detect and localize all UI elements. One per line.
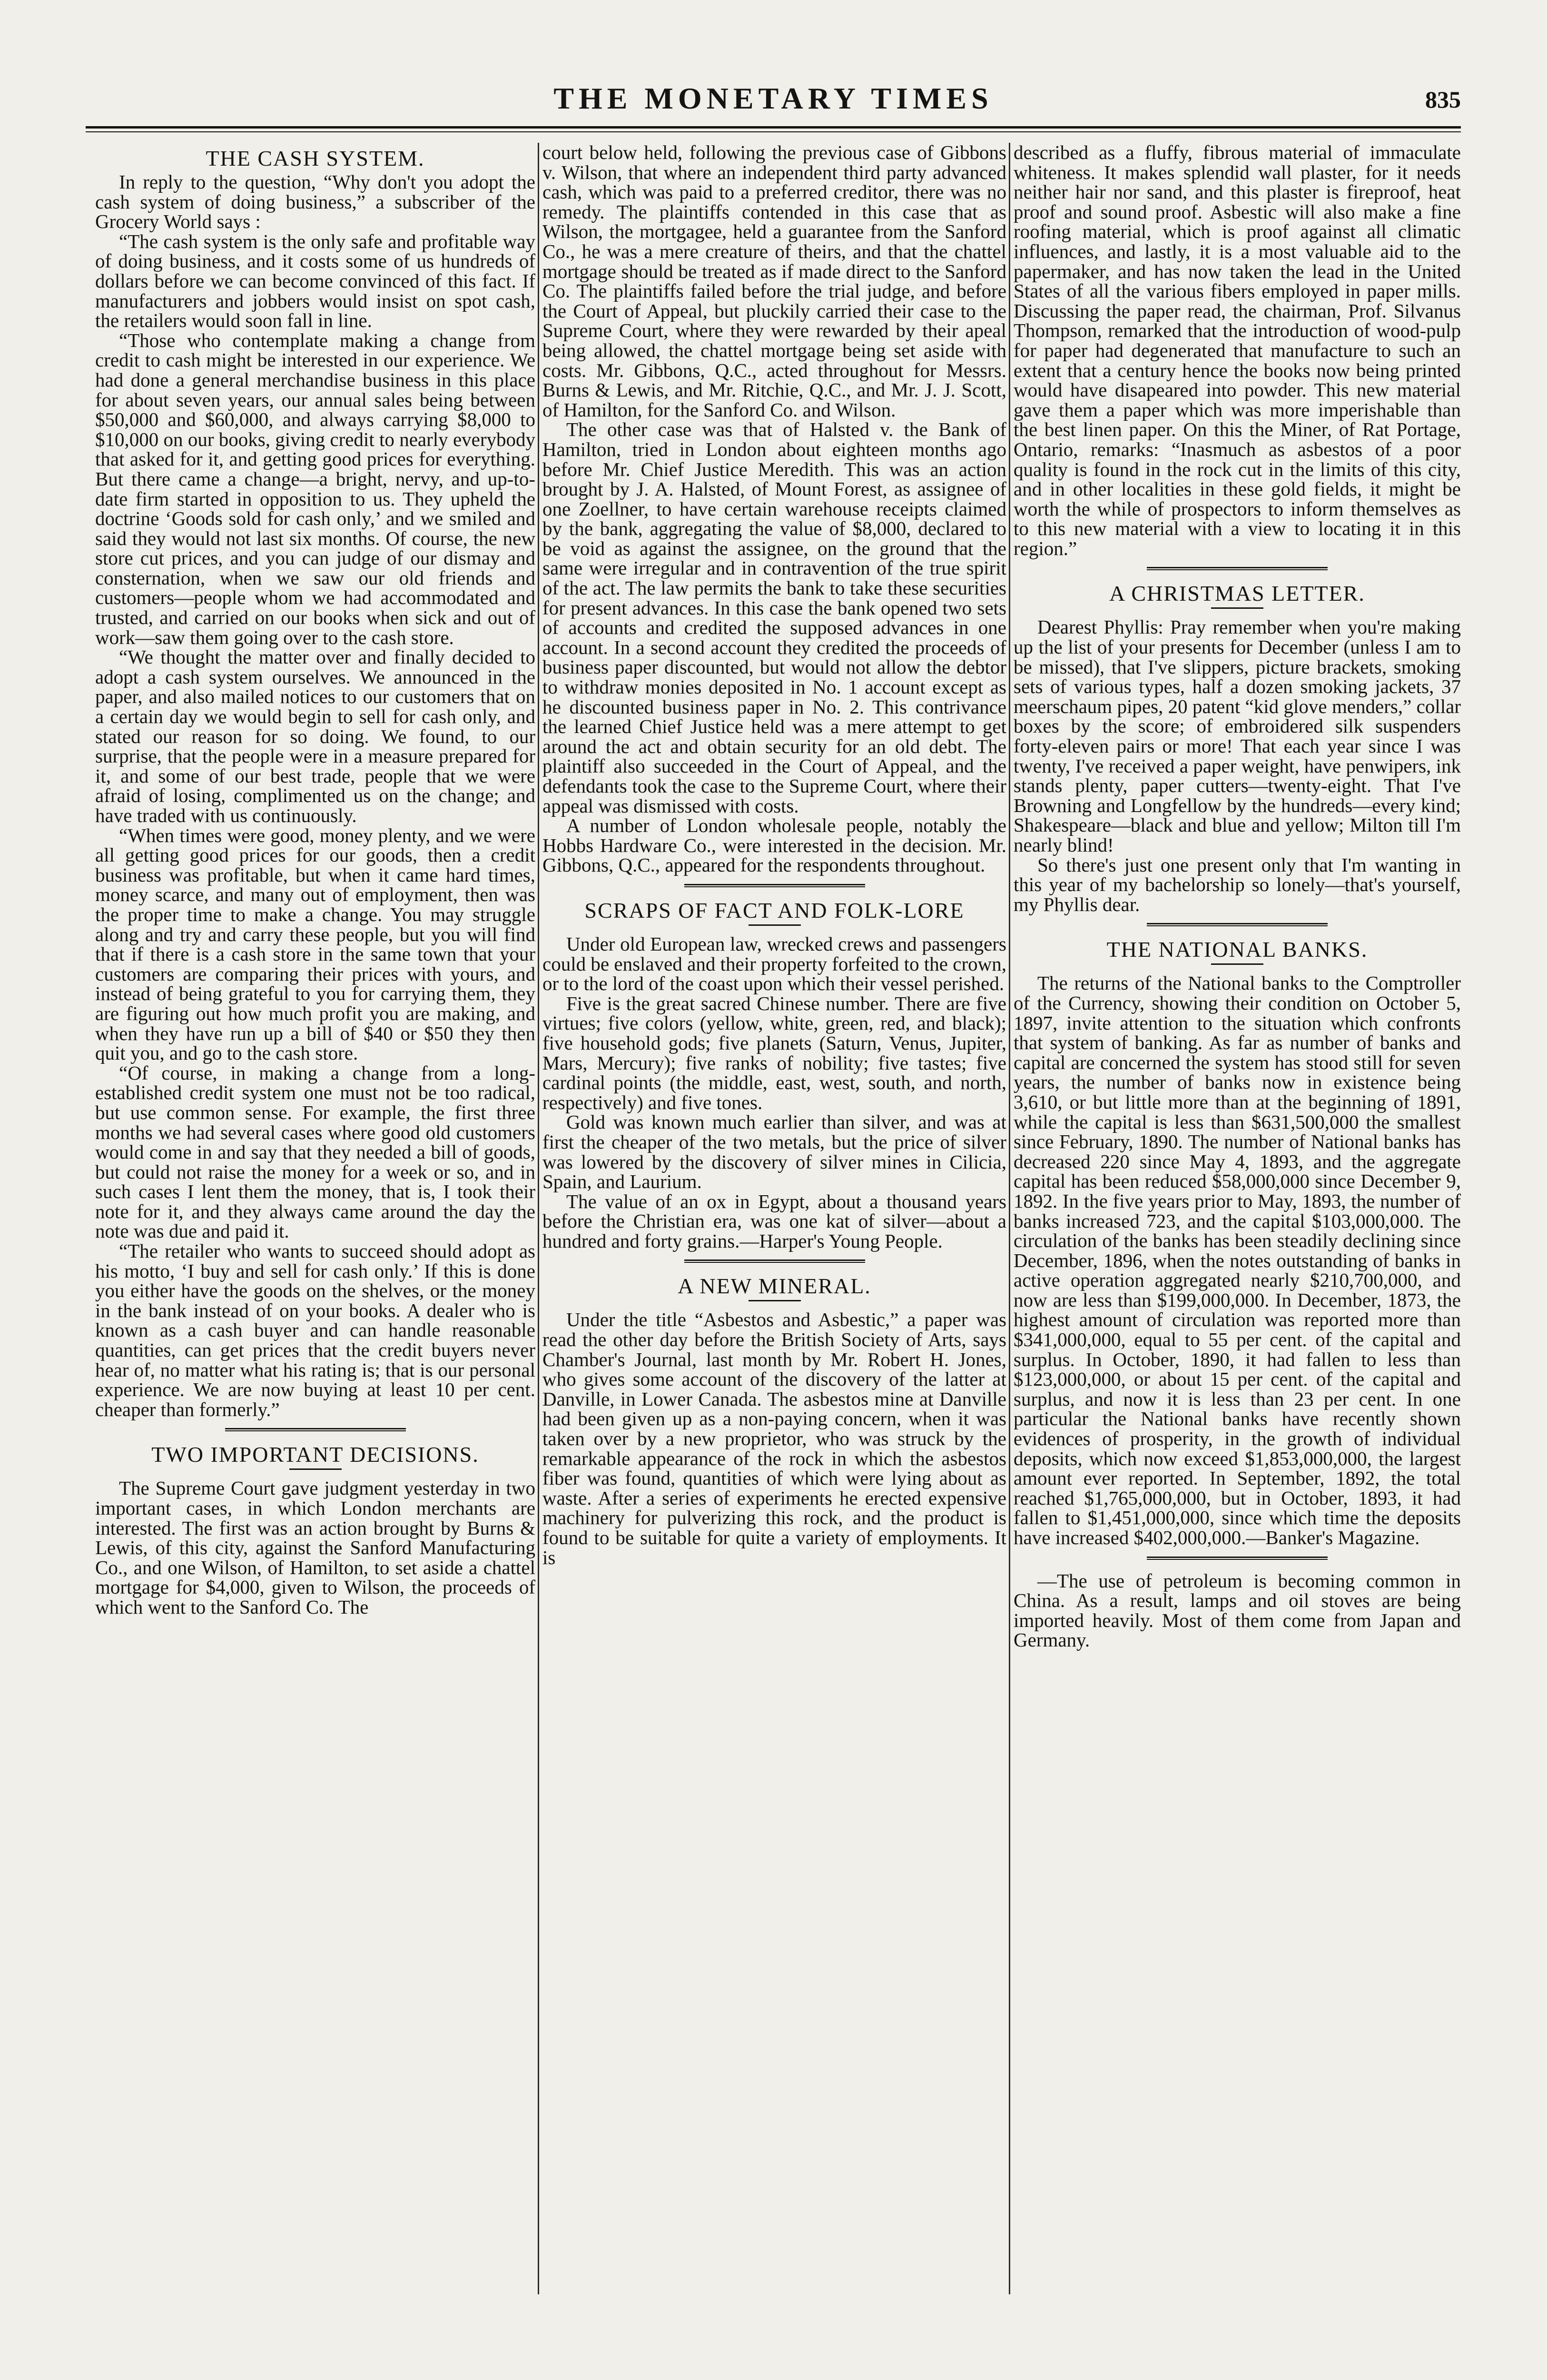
section-rule <box>1147 923 1328 924</box>
article-petroleum <box>1014 1571 1461 1650</box>
section-rule <box>225 1428 406 1429</box>
article-paragraph: The other case was that of Halsted v. the Bank of Hamilton, tried in London about eighteen months ago before Mr. Chief Justice Meredith. This was an action brought by J. A. Halsted, of Mount Forest, as assignee of one Zoellner, to have certain warehouse receipts claimed by the bank, aggregating the value of $8,000, declared to be void as against the assignee, on the ground that the same were irregular and in contravention of the true spirit of the act. The law permits the bank to take these securities for present advances. In this case the bank opened two sets of accounts and credited the supposed advances in one account. In a second account they credited the proceeds of business paper discounted, but would not allow the debtor to withdraw monies deposited in No. 1 account except as he discounted business paper in No. 2. This contrivance the learned Chief Justice held was a mere attempt to get around the act and obtain security for an old debt. The plaintiff also succeeded in the Court of Appeal, and the defendants took the case to the Supreme Court, where their appeal was dismissed with costs. <box>542 418 1006 817</box>
section-rule <box>1147 1557 1328 1558</box>
title-rule <box>749 924 801 926</box>
article-paragraph: In reply to the question, “Why don't you adopt the cash system of doing business,” a subscriber of the Grocery World says : <box>95 171 535 233</box>
column-divider <box>538 143 539 2294</box>
title-rule <box>749 1300 801 1301</box>
article-paragraph: “Those who contemplate making a change from credit to cash might be interested in our experience. We had done a general merchandise business in this place for about seven years, our annual sales being between $50,000 and $60,000, and always carrying $8,000 to $10,000 on our books, giving credit to nearly everybody that asked for it, and getting good prices for everything. But there came a change—a bright, nervy, and up-to-date firm started in opposition to us. They upheld the doctrine ‘Goods sold for cash only,’ and we smiled and said they would not last six months. Of course, the new store cut prices, and you can judge of our dismay and consternation, when we saw our old friends and customers—people whom we had accommodated and trusted, and carried on our books when sick and out of work—saw them going over to the cash store. <box>95 329 535 648</box>
section-rule <box>684 1262 865 1263</box>
article-paragraph: “The retailer who wants to succeed should adopt as his motto, ‘I buy and sell for cash only.’ If this is done you either have the goods on the shelves, or the money in the bank instead of on your books. A dealer who is known as a cash buyer and can handle reasonable quantities, can get prices that the credit buyers never hear of, no matter what his rating is; that is our personal experience. We are now buying at least 10 per cent. cheaper than formerly.” <box>95 1240 535 1420</box>
section-rule <box>684 884 865 885</box>
article-paragraph: The returns of the National banks to the Comptroller of the Currency, showing their condition on October 5, 1897, invite attention to the situation which confronts that system of banking. As far as number of banks and capital are concerned the system has stood still for seven years, the number of banks now in existence being 3,610, or but little more than at the beginning of 1891, while the capital is less than $631,500,000 the smallest since February, 1890. The number of National banks has decreased 220 since May 4, 1893, and the aggregate capital has been reduced $58,000,000 since December 9, 1892. In the five years prior to May, 1893, the number of banks increased 723, and the capital $103,000,000. The circulation of the banks has been steadily declining since December, 1896, when the notes outstanding of banks in active operation aggregated nearly $210,700,000, and now are less than $199,000,000. In December, 1873, the highest amount of circulation was reported more than $341,000,000, equal to 55 per cent. of the capital and surplus. In October, 1890, it had fallen to less than $123,000,000, or about 15 per cent. of the capital and surplus, and now it is less than 23 per cent. In one particular the National banks have recently shown evidences of prosperity, in the growth of individual deposits, which now exceed $1,853,000,000, the largest amount ever reported. In September, 1892, the total reached $1,765,000,000, but in October, 1893, it had fallen to $1,451,000,000, since which time the deposits have increased $402,000,000.—Banker's Magazine. <box>1014 972 1461 1548</box>
article-paragraph: Gold was known much earlier than silver, and was at first the cheaper of the two metals, but the price of silver was lowered by the discovery of silver mines in Cilicia, Spain, and Laurium. <box>542 1111 1006 1193</box>
article-title: A NEW MINERAL. <box>678 1274 871 1299</box>
article-decisions-continued <box>542 143 1006 875</box>
article-title: THE NATIONAL BANKS. <box>1106 937 1368 962</box>
column-1 <box>95 143 535 2313</box>
article-paragraph: So there's just one present only that I'm wanting in this year of my bachelorship so lonely—that's yourself, my Phyllis dear. <box>1014 853 1461 915</box>
article-title: SCRAPS OF FACT AND FOLK-LORE <box>584 898 965 922</box>
article-christmas-letter <box>1014 582 1461 914</box>
article-paragraph: Dearest Phyllis: Pray remember when you're making up the list of your presents for December (unless I am to be missed), that I've slippers, picture brackets, smoking sets of various types, half a dozen smoking jackets, 37 meerschaum pipes, 20 patent “kid glove menders,” collar boxes by the score; of embroidered silk suspenders forty-eleven pairs or more! That each year since I was twenty, I've received a paper weight, have penwipers, ink stands plenty, paper cutters—twenty-eight. That I've Browning and Longfellow by the hundreds—every kind; Shakespeare—black and blue and yellow; Milton till I'm nearly blind! <box>1014 616 1461 856</box>
article-paragraph: —The use of petroleum is becoming common in China. As a result, lamps and oil stoves are being imported heavily. Most of them come from Japan and Germany. <box>1014 1569 1461 1651</box>
article-cash-system <box>95 147 535 1419</box>
section-rule <box>1147 567 1328 568</box>
article-paragraph: The value of an ox in Egypt, about a thousand years before the Christian era, was one kat of silver—about a hundred and forty grains.—Harper's Young People. <box>542 1190 1006 1252</box>
article-title: A CHRISTMAS LETTER. <box>1109 581 1365 606</box>
page-number: 835 <box>1425 86 1461 113</box>
title-rule <box>1211 607 1263 609</box>
article-scraps <box>542 899 1006 1251</box>
section-rule <box>1147 925 1328 926</box>
title-rule <box>1211 963 1263 965</box>
article-paragraph: Under old European law, wrecked crews and passengers could be enslaved and their property forfeited to the crown, or to the lord of the coast upon which their vessel perished. <box>542 932 1006 995</box>
column-3 <box>1014 143 1461 2313</box>
article-title: TWO IMPORTANT DECISIONS. <box>151 1442 479 1467</box>
masthead <box>86 71 1461 129</box>
article-paragraph: Five is the great sacred Chinese number. There are five virtues; five colors (yellow, white, green, red, and black); five household gods; five planets (Saturn, Venus, Jupiter, Mars, Mercury); five ranks of nobility; five tastes; five cardinal points (the middle, east, west, south, and north, respectively) and five tones. <box>542 992 1006 1113</box>
column-2 <box>542 143 1006 2313</box>
section-rule <box>684 1259 865 1261</box>
article-new-mineral <box>542 1274 1006 1567</box>
article-paragraph: The Supreme Court gave judgment yesterday in two important cases, in which London merchants are interested. The first was an action brought by Burns & Lewis, of this city, against the Sanford Manufacturing Co., and one Wilson, of Hamilton, to set aside a chattel mortgage for $4,000, given to Wilson, the proceeds of which went to the Sanford Co. The <box>95 1477 535 1618</box>
section-rule <box>684 886 865 887</box>
section-rule <box>225 1430 406 1431</box>
section-rule <box>1147 569 1328 570</box>
article-title: THE CASH SYSTEM. <box>206 146 425 170</box>
article-paragraph: “When times were good, money plenty, and we were all getting good prices for our goods, then a credit business was profitable, but when it came hard times, money scarce, and many out of employment, then was the proper time to make a change. You may struggle along and try and carry these people, but you will find that if there is a cash store in the same town that your customers are comparing their prices with yours, and instead of being grateful to you for carrying them, they are figuring out how much profit you are making, and when they have run up a bill of $40 or $50 they then quit you, and go to the cash store. <box>95 824 535 1064</box>
header-rule-bottom <box>86 131 1461 132</box>
title-rule <box>289 1468 342 1470</box>
section-rule <box>1147 1559 1328 1560</box>
article-decisions <box>95 1443 535 1617</box>
column-divider <box>1009 143 1010 2294</box>
article-paragraph: “Of course, in making a change from a long-established credit system one must not be too radical, but use common sense. For example, the first three months we had several cases where good old customers would come in and say that they needed a bill of goods, but could not raise the money for a week or so, and in such cases I lent them the money, that is, I took their note for it, and they always came around the day the note was due and paid it. <box>95 1061 535 1242</box>
article-paragraph: described as a fluffy, fibrous material of immaculate whiteness. It makes splendid wall plaster, for it needs neither hair nor sand, and this plaster is fireproof, heat proof and sound proof. Asbestic will also make a fine roofing material, which is proof against all climatic influences, and lastly, it is a most valuable aid to the papermaker, and has now taken the lead in the United States of all the various fibers employed in paper mills. Discussing the paper read, the chairman, Prof. Silvanus Thompson, remarked that the introduction of wood-pulp for paper had degenerated that manufacture to such an extent that a century hence the books now being printed would have disapeared into powder. This new material gave them a paper which was more imperishable than the best linen paper. On this the Miner, of Rat Portage, Ontario, remarks: “Inasmuch as asbestos of a poor quality is found in the rock cut in the limits of this city, and in other localities in these gold fields, it might be worth the while of prospectors to inform themselves as to this new material with a view to locating it in this region.” <box>1014 143 1461 559</box>
article-paragraph: “We thought the matter over and finally decided to adopt a cash system ourselves. We announced in the paper, and also mailed notices to our customers that on a certain day we would begin to sell for cash only, and stated our reason for so doing. We found, to our surprise, that the people were in a measure prepared for it, and some of our best trade, people that we were afraid of losing, complimented us on the change; and have traded with us continuously. <box>95 646 535 826</box>
article-paragraph: Under the title “Asbestos and Asbestic,” a paper was read the other day before the British Society of Arts, says Chamber's Journal, last month by Mr. Robert H. Jones, who gives some account of the discovery of the latter at Danville, in Lower Canada. The asbestos mine at Danville had been given up as a non-paying concern, when it was taken over by a new proprietor, who was struck by the remarkable appearance of the rock in which the asbestos fiber was found, quantities of which were lying about as waste. After a series of experiments he erected expensive machinery for pulverizing this rock, and the product is found to be suitable for quite a variety of employments. It is <box>542 1309 1006 1568</box>
newspaper-title: THE MONETARY TIMES <box>553 81 993 115</box>
article-national-banks <box>1014 938 1461 1547</box>
article-new-mineral-continued <box>1014 143 1461 558</box>
article-paragraph: “The cash system is the only safe and profitable way of doing business, and it costs some of us hundreds of dollars before we can become convinced of this fact. If manufacturers and jobbers would insist on spot cash, the retailers would soon fall in line. <box>95 230 535 332</box>
article-paragraph: court below held, following the previous case of Gibbons v. Wilson, that where an independent third party advanced cash, which was paid to a preferred creditor, there was no remedy. The plaintiffs contended in this case that as Wilson, the mortgagee, held a guarantee from the Sanford Co., he was a mere creature of theirs, and that the chattel mortgage should be treated as if made direct to the Sanford Co. The plaintiffs failed before the trial judge, and before the Court of Appeal, but pluckily carried their case to the Supreme Court, where they were rewarded by their apeal being allowed, the chattel mortgage being set aside with costs. Mr. Gibbons, Q.C., acted throughout for Messrs. Burns & Lewis, and Mr. Ritchie, Q.C., and Mr. J. J. Scott, of Hamilton, for the Sanford Co. and Wilson. <box>542 143 1006 421</box>
header-rule-top <box>86 126 1461 129</box>
article-paragraph: A number of London wholesale people, notably the Hobbs Hardware Co., were interested in the decision. Mr. Gibbons, Q.C., appeared for the respondents throughout. <box>542 814 1006 876</box>
